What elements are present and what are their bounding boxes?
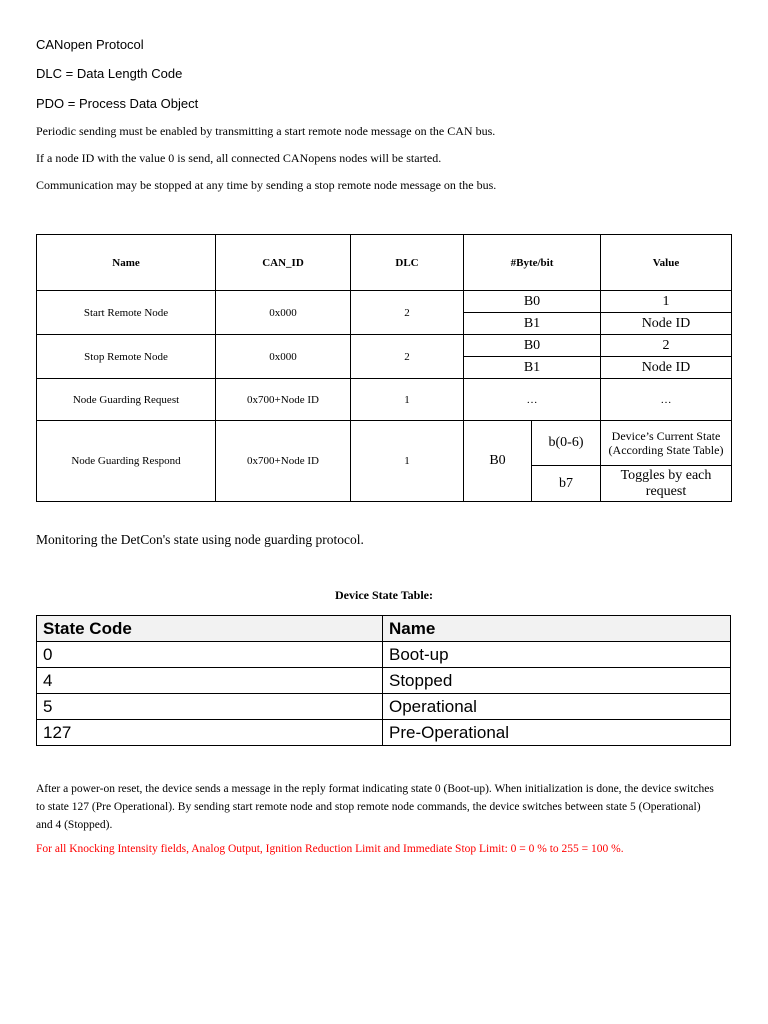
- can-message-table: [36, 234, 732, 502]
- state-code: 5: [37, 694, 383, 720]
- pdo-definition: PDO = Process Data Object: [36, 96, 199, 111]
- guard-respond-bit-7-value: Toggles by each request: [601, 466, 732, 502]
- start-remote-node-byte0-value: 1: [601, 291, 732, 313]
- monitoring-text: Monitoring the DetCon's state using node guarding protocol.: [36, 532, 364, 547]
- start-remote-node-byte0: B0: [464, 291, 601, 313]
- stop-remote-node-byte0: B0: [464, 335, 601, 357]
- start-remote-node-byte1: B1: [464, 313, 601, 335]
- power-on-reset-paragraph: After a power-on reset, the device sends a message in the reply format indicating state 0 (Boot-up). When initialization is done, the device switches to state 127 (Pre Operational). By sending start remote node and stop remote node commands, the device switches between state 5 (Operational) and 4 (Stopped).: [36, 783, 714, 831]
- state-name: Stopped: [383, 668, 731, 694]
- header-byte-bit: #Byte/bit: [464, 235, 601, 291]
- guard-request-byte: …: [464, 379, 601, 421]
- stop-remote-node-byte1: B1: [464, 357, 601, 379]
- state-code: 4: [37, 668, 383, 694]
- table-row: [37, 421, 732, 466]
- guard-respond-bit-0-6: b(0-6): [532, 421, 601, 466]
- state-code: 127: [37, 720, 383, 746]
- start-remote-node-can-id: 0x000: [216, 291, 351, 335]
- device-state-table: [36, 615, 731, 746]
- header-state-code: State Code: [37, 616, 383, 642]
- state-name: Operational: [383, 694, 731, 720]
- table-row: [37, 720, 731, 746]
- table-row: [37, 291, 732, 313]
- stop-remote-node-byte0-value: 2: [601, 335, 732, 357]
- header-name: Name: [37, 235, 216, 291]
- table-row: [37, 694, 731, 720]
- start-remote-node-byte1-value: Node ID: [601, 313, 732, 335]
- can-table-header-row: [37, 235, 732, 291]
- guard-request-can-id: 0x700+Node ID: [216, 379, 351, 421]
- start-remote-node-name: Start Remote Node: [37, 291, 216, 335]
- knocking-intensity-note: For all Knocking Intensity fields, Analog Output, Ignition Reduction Limit and Immediate Stop Limit: 0 = 0 % to 255 = 100 %.: [36, 843, 624, 855]
- guard-respond-bit-7: b7: [532, 466, 601, 502]
- table-row: [37, 379, 732, 421]
- guard-respond-can-id: 0x700+Node ID: [216, 421, 351, 502]
- table-row: [37, 668, 731, 694]
- dlc-definition: DLC = Data Length Code: [36, 66, 183, 81]
- header-state-name: Name: [383, 616, 731, 642]
- header-value: Value: [601, 235, 732, 291]
- guard-respond-byte: B0: [464, 421, 532, 502]
- state-table-header-row: [37, 616, 731, 642]
- stop-remote-node-can-id: 0x000: [216, 335, 351, 379]
- state-code: 0: [37, 642, 383, 668]
- guard-respond-bit-0-6-value: Device’s Current State (According State Table): [601, 421, 732, 466]
- table-row: [37, 335, 732, 357]
- note-periodic-sending: Periodic sending must be enabled by transmitting a start remote node message on the CAN bus.: [36, 124, 496, 138]
- guard-respond-name: Node Guarding Respond: [37, 421, 216, 502]
- header-dlc: DLC: [351, 235, 464, 291]
- stop-remote-node-name: Stop Remote Node: [37, 335, 216, 379]
- header-can-id: CAN_ID: [216, 235, 351, 291]
- guard-request-dlc: 1: [351, 379, 464, 421]
- guard-request-name: Node Guarding Request: [37, 379, 216, 421]
- guard-respond-dlc: 1: [351, 421, 464, 502]
- start-remote-node-dlc: 2: [351, 291, 464, 335]
- note-node-id-zero: If a node ID with the value 0 is send, all connected CANopens nodes will be started.: [36, 151, 442, 165]
- state-name: Boot-up: [383, 642, 731, 668]
- guard-request-value: …: [601, 379, 732, 421]
- state-name: Pre-Operational: [383, 720, 731, 746]
- stop-remote-node-byte1-value: Node ID: [601, 357, 732, 379]
- note-communication-stop: Communication may be stopped at any time by sending a stop remote node message on the bus.: [36, 178, 497, 192]
- table-row: [37, 642, 731, 668]
- protocol-title: CANopen Protocol: [36, 37, 144, 52]
- state-table-title: Device State Table:: [335, 588, 433, 602]
- stop-remote-node-dlc: 2: [351, 335, 464, 379]
